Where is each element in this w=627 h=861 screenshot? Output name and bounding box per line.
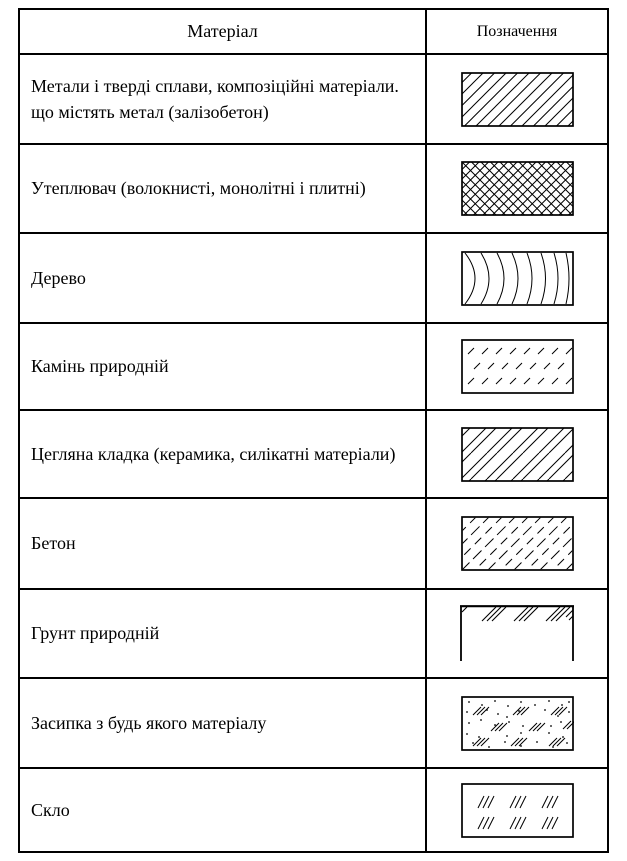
table-row	[20, 767, 607, 851]
material-label: Метали і тверді сплави, композіційні матеріали. що містять метал (залізобетон)	[31, 75, 399, 122]
table-row	[20, 143, 607, 232]
designation-cell	[425, 769, 607, 851]
table-row	[20, 322, 607, 409]
swatch-ground-open-bottom-icon	[460, 605, 574, 663]
swatch-wood-grain-icon	[461, 251, 574, 306]
designation-cell	[425, 145, 607, 232]
swatch-paired-diagonal-hatch-icon	[461, 427, 574, 482]
table-row	[20, 232, 607, 322]
table-row	[20, 497, 607, 588]
swatch-cross-hatch-icon	[461, 161, 574, 216]
table-row	[20, 677, 607, 767]
table-row	[20, 588, 607, 677]
designation-cell	[425, 411, 607, 497]
table-row	[20, 53, 607, 143]
material-label: Цегляна кладка (керамика, силікатні матеріали)	[31, 443, 396, 464]
table-row	[20, 409, 607, 497]
designation-cell	[425, 679, 607, 767]
material-label: Грунт природній	[31, 623, 160, 644]
material-label: Дерево	[31, 267, 86, 288]
swatch-short-diagonal-dashes-icon	[461, 339, 574, 394]
designation-cell	[425, 590, 607, 677]
designation-cell	[425, 55, 607, 143]
swatch-glass-stroke-triplets-icon	[461, 783, 574, 838]
swatch-diagonal-hatch-icon	[461, 72, 574, 127]
material-label: Бетон	[31, 533, 76, 554]
materials-designation-table	[18, 8, 609, 853]
designation-cell	[425, 234, 607, 322]
material-label: Скло	[31, 799, 70, 820]
table-header-row	[20, 10, 607, 53]
swatch-stipple-stroke-groups-icon	[461, 696, 574, 751]
material-label: Утеплювач (волокнисті, монолітні і плитні)	[31, 178, 366, 199]
designation-cell	[425, 499, 607, 588]
material-label: Засипка з будь якого матеріалу	[31, 712, 267, 733]
designation-cell	[425, 324, 607, 409]
material-label: Камінь природній	[31, 356, 169, 377]
column-header-material: Матеріал	[187, 21, 258, 42]
column-header-designation: Позначення	[425, 10, 607, 53]
swatch-broken-diagonal-hatch-icon	[461, 516, 574, 571]
